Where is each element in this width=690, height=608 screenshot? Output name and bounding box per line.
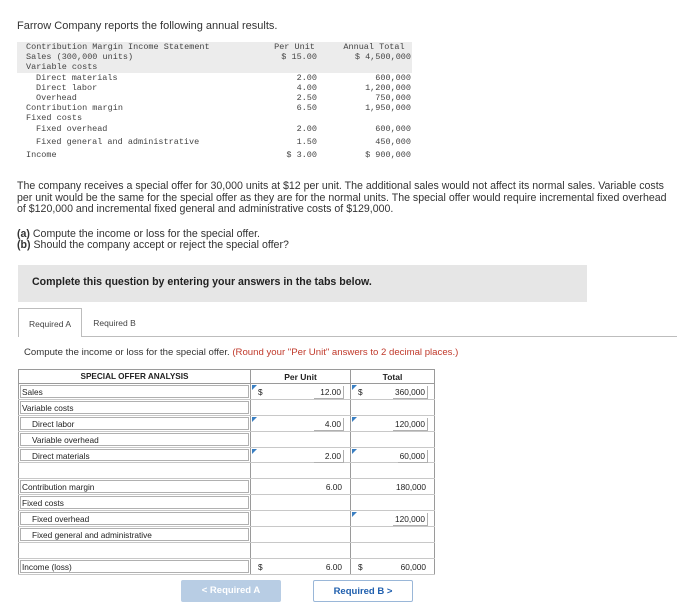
- sales-label: Sales: [22, 387, 43, 397]
- variable-costs-label: Variable costs: [22, 402, 74, 413]
- row-annual: 450,000: [375, 136, 411, 147]
- tab-required-a[interactable]: Required A: [18, 308, 82, 337]
- row-annual: 600,000: [375, 72, 411, 83]
- tab-required-b[interactable]: Required B: [82, 308, 147, 337]
- row-annual: $ 4,500,000: [354, 52, 411, 63]
- statement-row: [17, 83, 412, 93]
- banner-text: Complete this question by entering your answers in the tabs below.: [32, 276, 372, 288]
- fixed-overhead-label: Fixed overhead: [32, 514, 90, 525]
- direct-labor-total-input[interactable]: 120,000: [393, 418, 428, 431]
- income-statement: [17, 42, 412, 160]
- table-row: [18, 416, 435, 432]
- row-label: Fixed costs: [26, 113, 83, 124]
- row-label: Sales (300,000 units): [26, 52, 134, 63]
- fixed-overhead-total-input[interactable]: 120,000: [393, 513, 428, 526]
- questions: [17, 229, 289, 252]
- statement-row: [17, 103, 412, 113]
- col-per-unit-header: Per Unit: [274, 42, 315, 52]
- row-per-unit: 4.00: [296, 82, 317, 93]
- question-b: [17, 240, 289, 251]
- row-annual: 1,950,000: [365, 103, 411, 114]
- problem-paragraph: The company receives a special offer for 30,000 units at $12 per unit. The additional sales would not affect its normal sales. Variable costs per unit would be the same for the special offer as they are for the normal units. The special offer would require incremental fixed overhead of $120,000 and incremental fixed general and administrative costs of $129,000.: [17, 180, 667, 216]
- fixed-ga-total-input[interactable]: [350, 527, 435, 542]
- table-header-row: [18, 370, 435, 384]
- fixed-ga-per-unit-input[interactable]: [250, 527, 350, 542]
- statement-header-row: [17, 42, 412, 52]
- currency-sign: $: [258, 387, 263, 397]
- question-a-text: Compute the income or loss for the special offer.: [32, 228, 261, 240]
- direct-materials-total-input[interactable]: 60,000: [398, 450, 428, 463]
- statement-row: [17, 124, 412, 134]
- currency-sign: $: [358, 561, 363, 572]
- direct-labor-per-unit-input[interactable]: 4.00: [314, 418, 344, 431]
- direct-labor-label: Direct labor: [32, 418, 75, 429]
- currency-sign: $: [358, 387, 363, 397]
- row-label: Direct labor: [36, 82, 98, 93]
- row-per-unit: $ 15.00: [281, 52, 317, 63]
- table-row: [18, 495, 435, 511]
- header-analysis: SPECIAL OFFER ANALYSIS: [18, 370, 250, 383]
- row-annual: 1,200,000: [365, 82, 411, 93]
- table-row-blank: [18, 543, 435, 559]
- direct-materials-label: Direct materials: [32, 450, 90, 461]
- special-offer-analysis-table: [18, 369, 435, 575]
- table-row: [18, 400, 435, 416]
- contribution-margin-per-unit: 6.00: [314, 481, 344, 493]
- statement-title: Contribution Margin Income Statement: [26, 42, 210, 52]
- question-a-label: (a): [17, 228, 30, 240]
- row-per-unit: 2.50: [296, 92, 317, 103]
- tab-divider: [82, 336, 677, 337]
- row-label: Fixed overhead: [36, 123, 108, 134]
- instruction-note: (Round your "Per Unit" answers to 2 decimal places.): [232, 347, 459, 358]
- intro-text: Farrow Company reports the following annual results.: [17, 20, 278, 32]
- statement-row: [17, 52, 412, 62]
- statement-row: [17, 62, 412, 72]
- col-annual-header: Annual Total: [343, 42, 405, 52]
- row-annual: 600,000: [375, 123, 411, 134]
- prev-required-a-button[interactable]: < Required A: [181, 580, 281, 602]
- table-row: [18, 432, 435, 448]
- row-label: Contribution margin: [26, 103, 123, 114]
- contribution-margin-total: 180,000: [396, 482, 426, 493]
- header-per-unit: Per Unit: [250, 370, 350, 383]
- row-label: Income: [26, 149, 57, 160]
- table-row: [18, 559, 435, 575]
- instruction-text: Compute the income or loss for the special offer.: [24, 347, 230, 358]
- table-row: [18, 479, 435, 495]
- contribution-margin-label: Contribution margin: [22, 482, 95, 493]
- question-b-text: Should the company accept or reject the special offer?: [33, 239, 289, 252]
- table-row: [18, 384, 435, 400]
- income-total: 60,000: [398, 561, 428, 573]
- table-row: [18, 448, 435, 464]
- row-annual: $ 900,000: [365, 149, 411, 160]
- instruction-banner: [18, 265, 587, 302]
- row-per-unit: 1.50: [296, 136, 317, 147]
- next-required-b-button[interactable]: Required B >: [313, 580, 413, 602]
- row-label: Direct materials: [36, 72, 118, 83]
- direct-materials-per-unit-input[interactable]: 2.00: [314, 450, 344, 463]
- sales-total-input[interactable]: 360,000: [393, 386, 428, 399]
- fixed-overhead-per-unit-input[interactable]: [250, 511, 350, 526]
- statement-row: [17, 73, 412, 83]
- fixed-ga-label: Fixed general and administrative: [32, 530, 152, 541]
- table-row: [18, 527, 435, 543]
- header-total: Total: [350, 370, 435, 383]
- currency-sign: $: [258, 561, 263, 572]
- statement-row: [17, 113, 412, 123]
- row-label: Fixed general and administrative: [36, 136, 200, 147]
- sales-per-unit-input[interactable]: 12.00: [314, 386, 344, 399]
- row-annual: 750,000: [375, 92, 411, 103]
- tab-instruction: [24, 347, 458, 358]
- statement-row: [17, 137, 412, 147]
- row-label: Variable costs: [26, 62, 98, 73]
- row-per-unit: 6.50: [296, 103, 317, 114]
- table-row-blank: [18, 463, 435, 479]
- statement-row: [17, 150, 412, 160]
- row-label: Overhead: [36, 92, 77, 103]
- table-row: [18, 511, 435, 527]
- row-per-unit: 2.00: [296, 123, 317, 134]
- income-loss-label: Income (loss): [22, 561, 72, 572]
- fixed-costs-label: Fixed costs: [22, 498, 64, 509]
- question-b-label: (b): [17, 239, 31, 252]
- row-per-unit: $ 3.00: [286, 149, 317, 160]
- variable-overhead-per-unit-input[interactable]: [250, 432, 350, 447]
- row-per-unit: 2.00: [296, 72, 317, 83]
- variable-overhead-label: Variable overhead: [32, 434, 99, 445]
- variable-overhead-total-input[interactable]: [350, 432, 435, 447]
- statement-row: [17, 93, 412, 103]
- income-per-unit: 6.00: [314, 561, 344, 573]
